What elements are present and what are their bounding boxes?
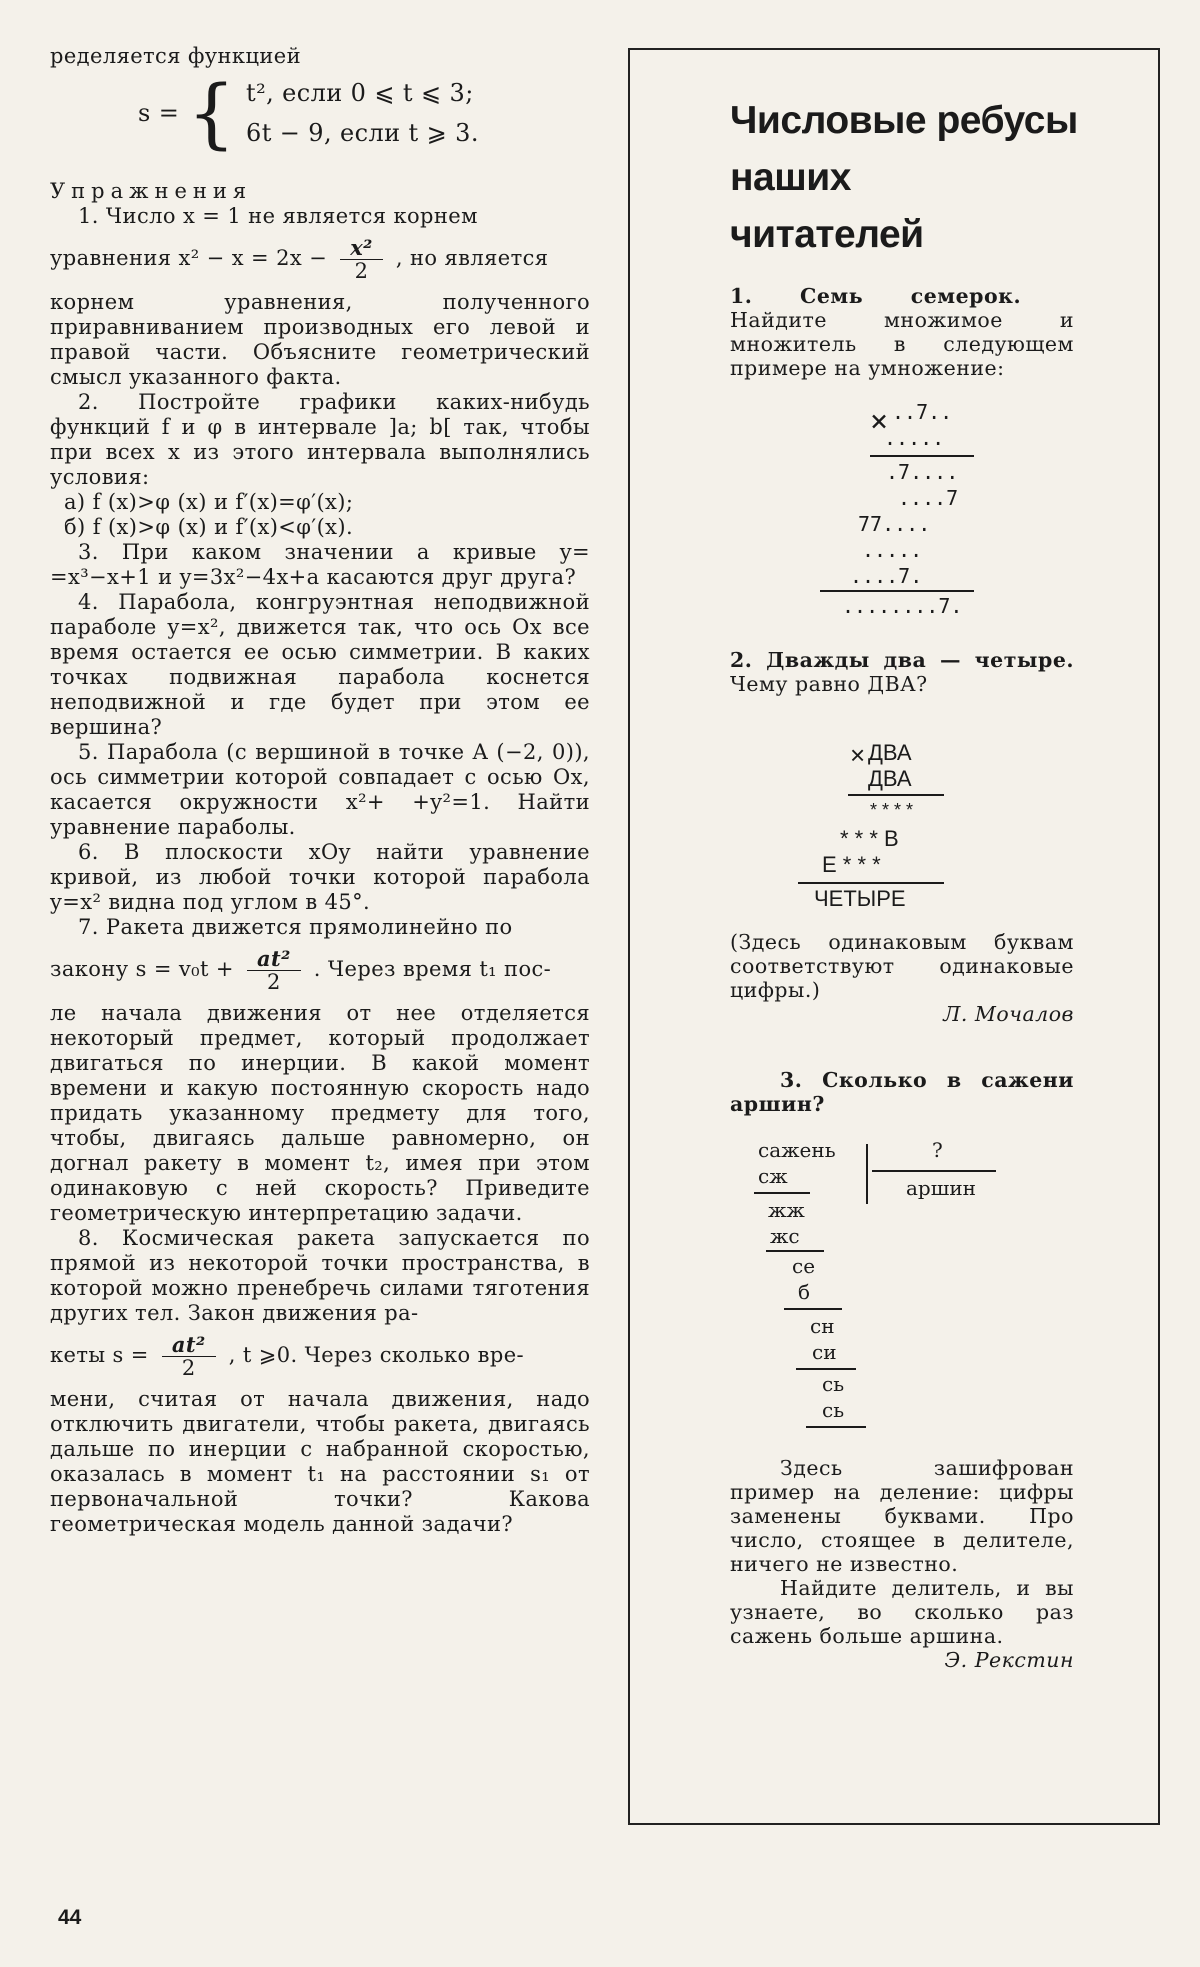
title-line-1: Числовые ребусы (730, 99, 1078, 142)
exercise-7-equation (50, 948, 590, 993)
crypt-row: * * * В (840, 826, 899, 851)
mult-row: 77.... (858, 512, 931, 536)
exercise-7-line-1: 7. Ракета движется прямолинейно по (78, 915, 513, 939)
title-line-2: наших (730, 156, 851, 199)
puzzle-2-note-block (730, 930, 1074, 1026)
puzzle-1-text: Найдите множимое и множитель в следующем примере на умножение: (730, 308, 1074, 380)
puzzle-2-text: Чему равно ДВА? (730, 672, 928, 696)
times-sign: × (850, 740, 866, 770)
exercise-8-equation (50, 1334, 590, 1379)
fraction (340, 237, 383, 282)
division-step: жж (768, 1198, 805, 1222)
exercise-7-eq-tail: . Через время t₁ пос- (313, 957, 552, 981)
exercise-6-text: 6. В плоскости xOy найти уравнение кривой, из любой точки которой парабола y=x² видна под углом в 45°. (50, 840, 590, 914)
rule-line (806, 1426, 866, 1428)
exercise-8-eq-tail: , t ⩾0. Через сколько вре- (228, 1343, 525, 1367)
mult-row: ..7.. (892, 400, 953, 424)
division-dividend: сажень (758, 1138, 836, 1162)
division-divisor: аршин (906, 1176, 976, 1200)
exercise-1-eq-tail: , но является (395, 246, 549, 270)
exercise-7-eq-text: закону s = v₀t + (50, 957, 234, 981)
puzzle-3-author: Э. Рекстин (944, 1648, 1074, 1672)
fraction-denominator: 2 (354, 259, 369, 283)
division-step: сь (822, 1398, 845, 1422)
fraction-denominator: 2 (266, 970, 281, 994)
puzzle-1 (730, 284, 1074, 380)
fraction-numerator: at² (247, 948, 301, 971)
puzzle-2-note: (Здесь одинаковым буквам соответствуют одинаковые цифры.) (730, 930, 1074, 1002)
title-line-3: читателей (730, 213, 924, 256)
fraction-denominator: 2 (181, 1356, 196, 1380)
exercise-8-eq-text: кеты s = (50, 1343, 149, 1367)
puzzle-2-heading: 2. Дважды два — четыре. (730, 648, 1074, 672)
puzzles-box (628, 48, 1160, 1825)
crypt-row: * * * * (870, 800, 914, 820)
rule-line (872, 1170, 996, 1172)
exercise-3-text: 3. При каком значении a кривые y= =x³−x+1 и y=3x²−4x+a касаются друг друга? (50, 540, 590, 589)
exercise-2-condition-a: а) f (x)>φ (x) и f′(x)=φ′(x); (64, 490, 354, 514)
exercise-5-text: 5. Парабола (с вершиной в точке A (−2, 0)), ось симметрии которой совпадает с осью Ox, касается окружности x²+ +y²=1. Найти уравнение параболы. (50, 740, 590, 839)
page-number: 44 (58, 1906, 82, 1929)
puzzle-3 (730, 1068, 1074, 1116)
crypt-row: ДВА (868, 740, 912, 765)
fraction-numerator: x² (340, 237, 383, 260)
rule-line (870, 455, 974, 457)
mult-row: ..... (884, 426, 945, 450)
puzzle-2-author: Л. Мочалов (943, 1002, 1074, 1026)
times-sign: × (870, 404, 889, 439)
rule-line (798, 882, 944, 884)
exercise-1-equation (50, 237, 590, 282)
puzzles-title (730, 92, 1078, 263)
exercise-1-eq-text: уравнения x² − x = 2x − (50, 246, 328, 270)
rule-line (754, 1192, 810, 1194)
puzzle-1-heading: 1. Семь семерок. (730, 284, 1022, 308)
division-step: сь (822, 1372, 845, 1396)
exercises-heading: Упражнения (50, 179, 253, 203)
crypt-row: ЧЕТЫРЕ (814, 886, 906, 911)
crypt-row: Е * * * (822, 852, 881, 877)
division-step: жс (770, 1224, 800, 1248)
rule-line (820, 590, 974, 592)
puzzle-3-text: Здесь зашифрован пример на деление: цифры заменены буквами. Про число, стоящее в делителе, ничего не известно. (730, 1456, 1074, 1576)
division-step: сн (810, 1314, 835, 1338)
rule-line (848, 794, 944, 796)
exercise-2-condition-b: б) f (x)>φ (x) и f′(x)<φ′(x). (64, 515, 354, 539)
left-column (50, 44, 590, 1537)
exercise-4-text: 4. Парабола, конгруэнтная неподвижной параболе y=x², движется так, что ось Ox все время остается ее осью симметрии. В каких точках подвижная парабола коснется неподвижной и где будет при этом ее вершина? (50, 590, 590, 739)
mult-row: ..... (862, 538, 923, 562)
mult-row: .7.... (886, 460, 959, 484)
exercise-1-text: корнем уравнения, полученного приравниванием производных его левой и правой части. Объясните геометрический смысл указанного факта. (50, 290, 590, 389)
mult-row: ....7. (850, 564, 923, 588)
exercise-7-text: ле начала движения от нее отделяется некоторый предмет, который продолжает двигаться по инерции. В какой момент времени и какую постоянную скорость надо придать указанному предмету для того, чтобы, двигаясь дальше равномерно, он догнал ракету в момент t₂, имея при этом одинаковую с ней скорость? Приведите геометрическую интерпретацию задачи. (50, 1001, 590, 1225)
puzzle-3-heading: 3. Сколько в сажени аршин? (730, 1068, 1074, 1116)
division-quotient: ? (932, 1138, 943, 1162)
exercise-2-text: 2. Постройте графики каких-нибудь функций f и φ в интервале ]a; b[ так, чтобы при всех x из этого интервала выполнялись условия: (50, 390, 590, 489)
puzzle-3-text-block (730, 1456, 1074, 1672)
brace-symbol: { (187, 68, 237, 157)
rule-line (766, 1250, 824, 1252)
piecewise-case-2: 6t − 9, если t ⩾ 3. (246, 119, 479, 147)
fraction (247, 948, 301, 993)
crypt-row: ДВА (868, 766, 912, 791)
division-step: сж (758, 1164, 788, 1188)
puzzle-2 (730, 648, 1074, 696)
division-step: се (792, 1254, 816, 1278)
exercise-8-text: мени, считая от начала движения, надо отключить двигатели, чтобы ракета, двигаясь дальше по инерции с набранной скоростью, оказалась в момент t₁ на расстоянии s₁ от первоначальной точки? Какова геометрическая модель данной задачи? (50, 1387, 590, 1536)
fraction-numerator: at² (162, 1334, 216, 1357)
rule-line (784, 1308, 842, 1310)
fraction (162, 1334, 216, 1379)
mult-row: ....7 (898, 486, 959, 510)
piecewise-function (138, 68, 590, 157)
rule-line (796, 1368, 856, 1370)
division-bar (866, 1144, 868, 1204)
exercise-1-line-1: 1. Число x = 1 не является корнем (78, 204, 478, 228)
piecewise-lhs: s = (138, 98, 180, 127)
exercise-8-text: 8. Космическая ракета запускается по прямой из некоторой точки пространства, в которой можно пренебречь силами тяготения других тел. Закон движения ра- (50, 1226, 590, 1325)
mult-row: ........7. (842, 594, 963, 618)
puzzle-3-task: Найдите делитель, и вы узнаете, во сколько раз сажень больше аршина. (730, 1576, 1074, 1648)
intro-text: ределяется функцией (50, 44, 301, 68)
piecewise-case-1: t², если 0 ⩽ t ⩽ 3; (246, 79, 474, 107)
division-step: си (812, 1340, 837, 1364)
division-step: б (798, 1280, 811, 1304)
